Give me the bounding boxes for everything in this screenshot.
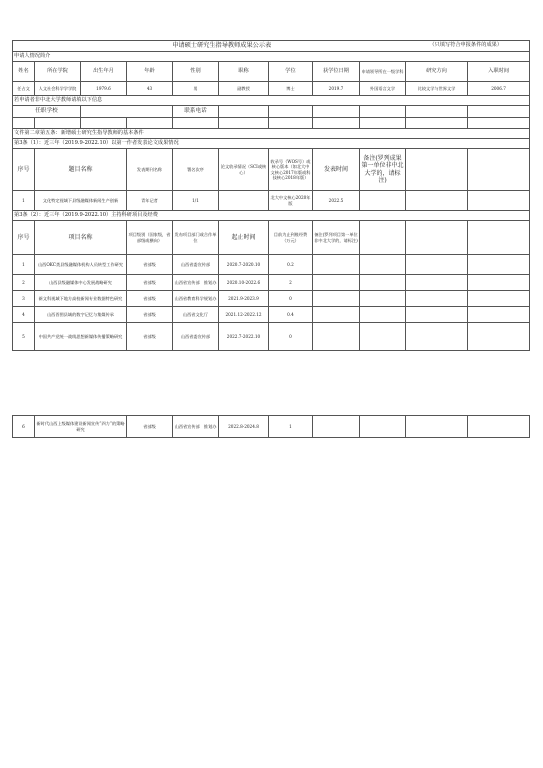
project-cell: 5 (13, 323, 35, 351)
applicant-cell: 比较文学与世界文学 (406, 82, 468, 96)
header-cell: 职称 (219, 62, 269, 82)
paper-cell: 青年记者 (127, 191, 173, 211)
blank-cell (360, 255, 406, 275)
blank-cell (468, 416, 530, 438)
project-cell (313, 275, 360, 291)
blank-cell (406, 307, 468, 323)
applicant-cell: 博士 (269, 82, 313, 96)
project-cell: 2020.7-2020.10 (219, 255, 269, 275)
blank-cell (468, 106, 530, 118)
project-cell: 山西省宣传部 推划办 (173, 416, 219, 438)
blank-cell (406, 191, 468, 211)
applicant-cell: 2019.7 (313, 82, 360, 96)
blank-cell (360, 106, 406, 118)
project-cell: 省部级 (127, 323, 173, 351)
blank-cell (360, 307, 406, 323)
blank-cell (406, 323, 468, 351)
blank-cell (468, 307, 530, 323)
paper-header: 论文收录情况（SCI或核心） (219, 149, 269, 191)
project-cell: 1 (269, 416, 313, 438)
blank-cell (406, 275, 468, 291)
paper-header: 发表期刊名称 (127, 149, 173, 191)
paper-header: 发表时间 (313, 149, 360, 191)
paper-header: 收录号（WOS号）或核心版本（如北大中文核心2017年版或科技核心2018年版） (269, 149, 313, 191)
project-cell: 省部级 (127, 255, 173, 275)
blank-cell (468, 118, 530, 129)
blank-cell (360, 221, 406, 255)
blank-cell (313, 118, 360, 129)
paper-cell (360, 191, 406, 211)
section-papers: 第3条（1）：近三年（2019.9-2022.10）以第一作者发表论文成果情况 (13, 139, 530, 149)
blank-cell (219, 118, 269, 129)
paper-header: 备注(罗列成果第一单位非中北大学的，请标注) (360, 149, 406, 191)
project-cell: 山西省文化厅 (173, 307, 219, 323)
project-cell: 3 (13, 291, 35, 307)
blank-cell (269, 106, 313, 118)
project-cell (313, 416, 360, 438)
project-cell: 山西省委宣传部 (173, 255, 219, 275)
paper-cell: 1/1 (173, 191, 219, 211)
project-header: 起止时间 (219, 221, 269, 255)
header-cell: 出生年月 (81, 62, 127, 82)
project-cell: 省部级 (127, 416, 173, 438)
applicant-cell: 男 (173, 82, 219, 96)
table-title-note: （只填写符合申报条件的成果） (429, 42, 503, 49)
project-cell: 0.2 (269, 255, 313, 275)
project-cell: 2022.8-2024.8 (219, 416, 269, 438)
header-cell: 学位 (269, 62, 313, 82)
blank-cell (360, 275, 406, 291)
paper-cell: 2022.5 (313, 191, 360, 211)
blank-cell (468, 221, 530, 255)
applicant-cell: 副教授 (219, 82, 269, 96)
project-cell (313, 255, 360, 275)
project-cell: 2022.7-2022.10 (219, 323, 269, 351)
nonnorth-school-label: 任职学校 (13, 106, 81, 118)
blank-cell (219, 106, 269, 118)
header-cell: 年龄 (127, 62, 173, 82)
blank-cell (406, 221, 468, 255)
project-cell: 2 (13, 275, 35, 291)
project-cell: 2 (269, 275, 313, 291)
extra-project-table (12, 415, 530, 438)
project-cell: 山西省委宣传部 (173, 323, 219, 351)
project-cell: 山西省宣传部 推划办 (173, 275, 219, 291)
project-cell: 1 (13, 255, 35, 275)
blank-cell (406, 106, 468, 118)
blank-cell (269, 118, 313, 129)
project-cell (313, 291, 360, 307)
project-cell: 2021.9-2023.9 (219, 291, 269, 307)
blank-cell (173, 118, 219, 129)
blank-cell (406, 291, 468, 307)
paper-header: 序号 (13, 149, 35, 191)
project-cell: 0 (269, 291, 313, 307)
blank-cell (406, 118, 468, 129)
table-title-cell (13, 41, 530, 52)
header-cell: 所在学院 (35, 62, 81, 82)
header-cell: 研究方向 (406, 62, 468, 82)
paper-cell: 北大中文核心2020年版 (269, 191, 313, 211)
paper-cell (219, 191, 269, 211)
blank-cell (468, 291, 530, 307)
blank-cell (468, 255, 530, 275)
project-cell: 4 (13, 307, 35, 323)
blank-cell (360, 118, 406, 129)
header-cell: 姓名 (13, 62, 35, 82)
project-cell: 省部级 (127, 275, 173, 291)
paper-cell: 1 (13, 191, 35, 211)
project-cell: 2020.10-2022.6 (219, 275, 269, 291)
nonnorth-school-value (81, 106, 173, 118)
blank-cell (406, 149, 468, 191)
table-title: 申请硕士研究生指导教师成果公示表 (172, 42, 272, 50)
blank-cell (35, 118, 81, 129)
header-cell: 入职时间 (468, 62, 530, 82)
blank-cell (360, 291, 406, 307)
applicant-cell: 任占文 (13, 82, 35, 96)
project-header: 发布项目部门或合作单位 (173, 221, 219, 255)
applicant-cell: 1979.6 (81, 82, 127, 96)
disclosure-table (12, 40, 530, 351)
blank-cell (406, 416, 468, 438)
blank-cell (127, 118, 173, 129)
project-cell: 0.4 (269, 307, 313, 323)
project-cell: 山西省教育科学规划办 (173, 291, 219, 307)
project-cell: 新文科视域下地方高校新闻专业数据特色研究 (35, 291, 127, 307)
project-cell: 省部级 (127, 307, 173, 323)
project-cell: 山西县级融媒体中心发展战略研究 (35, 275, 127, 291)
section-nonnorth: 若申请者非中北大学教师请填以下信息 (13, 96, 530, 106)
paper-cell: 文化特定视域下县级融媒体新闻生产创新 (35, 191, 127, 211)
section-projects: 第3条（2）：近三年（2019.9-2022.10）主持科研项目及经费 (13, 211, 530, 221)
paper-header: 署名次序 (173, 149, 219, 191)
project-header: 项目级别（国家级，省部级或横向） (127, 221, 173, 255)
project-cell: 0 (269, 323, 313, 351)
blank-cell (468, 149, 530, 191)
project-header: 备注(罗列项目第一单位非中北大学的，请标注) (313, 221, 360, 255)
project-cell: 省部级 (127, 291, 173, 307)
blank-cell (360, 416, 406, 438)
blank-cell (468, 275, 530, 291)
project-cell (313, 307, 360, 323)
project-cell: 山西晋图县域的数字记忆与集媒传承 (35, 307, 127, 323)
project-cell: 2021.12-2022.12 (219, 307, 269, 323)
project-cell (313, 323, 360, 351)
header-cell: 获学位日期 (313, 62, 360, 82)
blank-cell (360, 323, 406, 351)
blank-cell (468, 323, 530, 351)
applicant-cell: 2006.7 (468, 82, 530, 96)
blank-cell (81, 118, 127, 129)
blank-cell (468, 191, 530, 211)
project-header: 项目名称 (35, 221, 127, 255)
blank-cell (406, 255, 468, 275)
project-cell: 山西OKC类县级融媒体机构人员转型工作研究 (35, 255, 127, 275)
blank-cell (313, 106, 360, 118)
blank-cell (13, 118, 35, 129)
section-condition: 文件第二章第五条：新增硕士研究生指导教师的基本条件 (13, 129, 530, 139)
applicant-cell: 人文社会科学学学院 (35, 82, 81, 96)
project-header: 序号 (13, 221, 35, 255)
nonnorth-phone-label: 联系电话 (173, 106, 219, 118)
project-cell: 中国共产党统一战线思想新媒体传播策略研究 (35, 323, 127, 351)
applicant-cell: 43 (127, 82, 173, 96)
project-cell: 6 (13, 416, 35, 438)
header-cell: 性别 (173, 62, 219, 82)
header-cell: 申请领导所在一级学科 (360, 62, 406, 82)
project-header: 目前为止到账经费（万元） (269, 221, 313, 255)
section-applicant: 申请人情况简介 (13, 52, 530, 62)
applicant-cell: 外国语言文学 (360, 82, 406, 96)
paper-header: 题目名称 (35, 149, 127, 191)
project-cell: 新时代山西上级媒体建设新闻宣传“四力”的策略研究 (35, 416, 127, 438)
